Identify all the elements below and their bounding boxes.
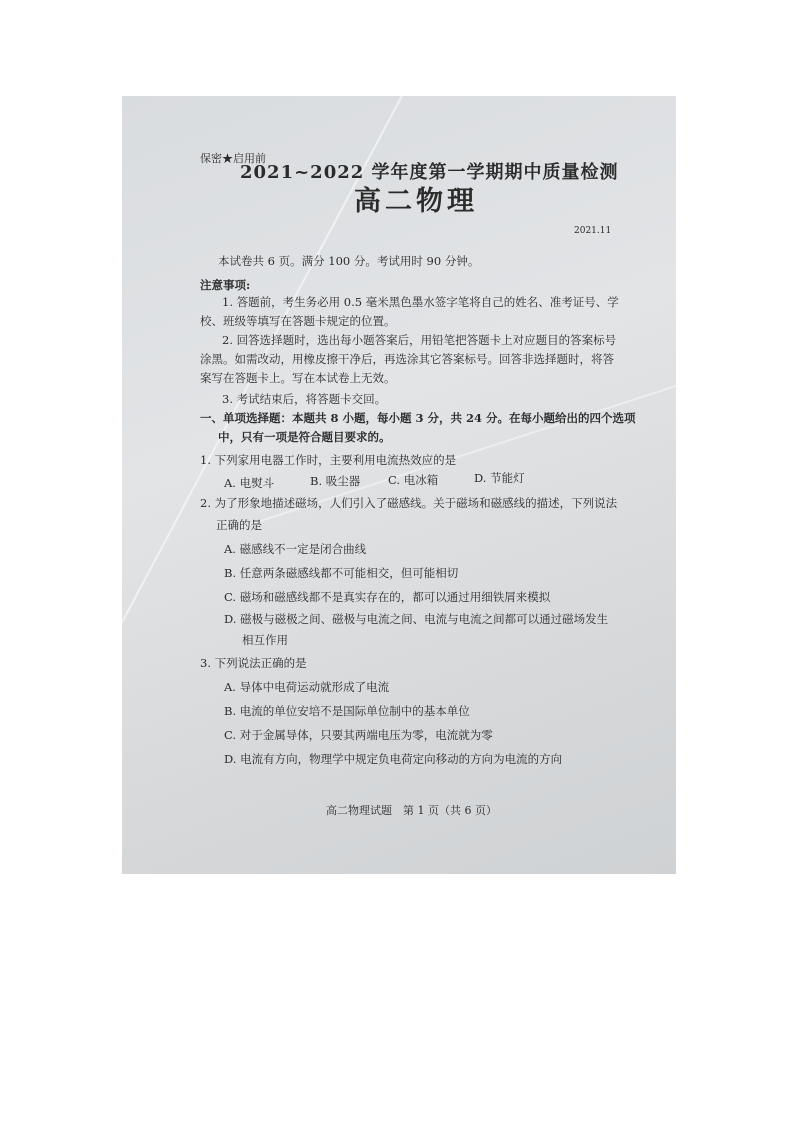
question-3-option-a: A. 导体中电荷运动就形成了电流 bbox=[224, 680, 390, 694]
exam-date: 2021.11 bbox=[574, 226, 612, 236]
subject-title: 高二物理 bbox=[354, 186, 478, 217]
question-2-option-a: A. 磁感线不一定是闭合曲线 bbox=[224, 542, 367, 556]
question-3-option-c: C. 对于金属导体，只要其两端电压为零，电流就为零 bbox=[224, 728, 493, 742]
exam-paper-photo bbox=[122, 96, 676, 874]
section-1-heading-line-1: 一、单项选择题：本题共 8 小题，每小题 3 分，共 24 分。在每小题给出的四个选项 bbox=[200, 411, 636, 425]
question-3-option-b: B. 电流的单位安培不是国际单位制中的基本单位 bbox=[224, 704, 470, 718]
question-2-option-c: C. 磁场和磁感线都不是真实存在的，都可以通过用细铁屑来模拟 bbox=[224, 590, 551, 604]
question-1-option-c: C. 电冰箱 bbox=[388, 473, 439, 487]
question-3-option-d: D. 电流有方向，物理学中规定负电荷定向移动的方向为电流的方向 bbox=[224, 752, 563, 766]
notice-item-2-line-1: 2. 回答选择题时，选出每小题答案后，用铅笔把答题卡上对应题目的答案标号 bbox=[222, 333, 617, 347]
notice-heading: 注意事项: bbox=[200, 278, 251, 292]
question-1-option-d: D. 节能灯 bbox=[474, 471, 525, 485]
question-1-option-a: A. 电熨斗 bbox=[224, 476, 275, 490]
exam-title: 2021~2022 学年度第一学期期中质量检测 bbox=[240, 162, 619, 183]
question-2-option-d-continued: 相互作用 bbox=[242, 633, 288, 647]
question-2-stem-line-1: 2. 为了形象地描述磁场，人们引入了磁感线。关于磁场和磁感线的描述，下列说法 bbox=[200, 496, 618, 510]
notice-item-2-line-3: 案写在答题卡上。写在本试卷上无效。 bbox=[200, 371, 396, 385]
notice-item-1-line-2: 校、班级等填写在答题卡规定的位置。 bbox=[200, 314, 396, 328]
section-1-heading-line-2: 中，只有一项是符合题目要求的。 bbox=[218, 430, 391, 444]
question-1-option-b: B. 吸尘器 bbox=[310, 474, 361, 488]
question-2-option-d: D. 磁极与磁极之间、磁极与电流之间、电流与电流之间都可以通过磁场发生 bbox=[224, 612, 609, 626]
question-2-stem-line-2: 正确的是 bbox=[216, 518, 262, 532]
page-footer: 高二物理试题 第 1 页（共 6 页） bbox=[326, 804, 497, 817]
question-3-stem: 3. 下列说法正确的是 bbox=[200, 656, 307, 670]
notice-item-3: 3. 考试结束后，将答题卡交回。 bbox=[222, 392, 387, 406]
notice-item-2-line-2: 涂黑。如需改动，用橡皮擦干净后，再选涂其它答案标号。回答非选择题时，将答 bbox=[200, 352, 614, 366]
confidential-label: 保密★启用前 bbox=[200, 152, 266, 165]
exam-info: 本试卷共 6 页。满分 100 分。考试用时 90 分钟。 bbox=[218, 254, 480, 268]
question-1-stem: 1. 下列家用电器工作时，主要利用电流热效应的是 bbox=[200, 453, 457, 467]
notice-item-1-line-1: 1. 答题前，考生务必用 0.5 毫米黑色墨水签字笔将自己的姓名、准考证号、学 bbox=[222, 295, 619, 309]
question-2-option-b: B. 任意两条磁感线都不可能相交，但可能相切 bbox=[224, 566, 459, 580]
